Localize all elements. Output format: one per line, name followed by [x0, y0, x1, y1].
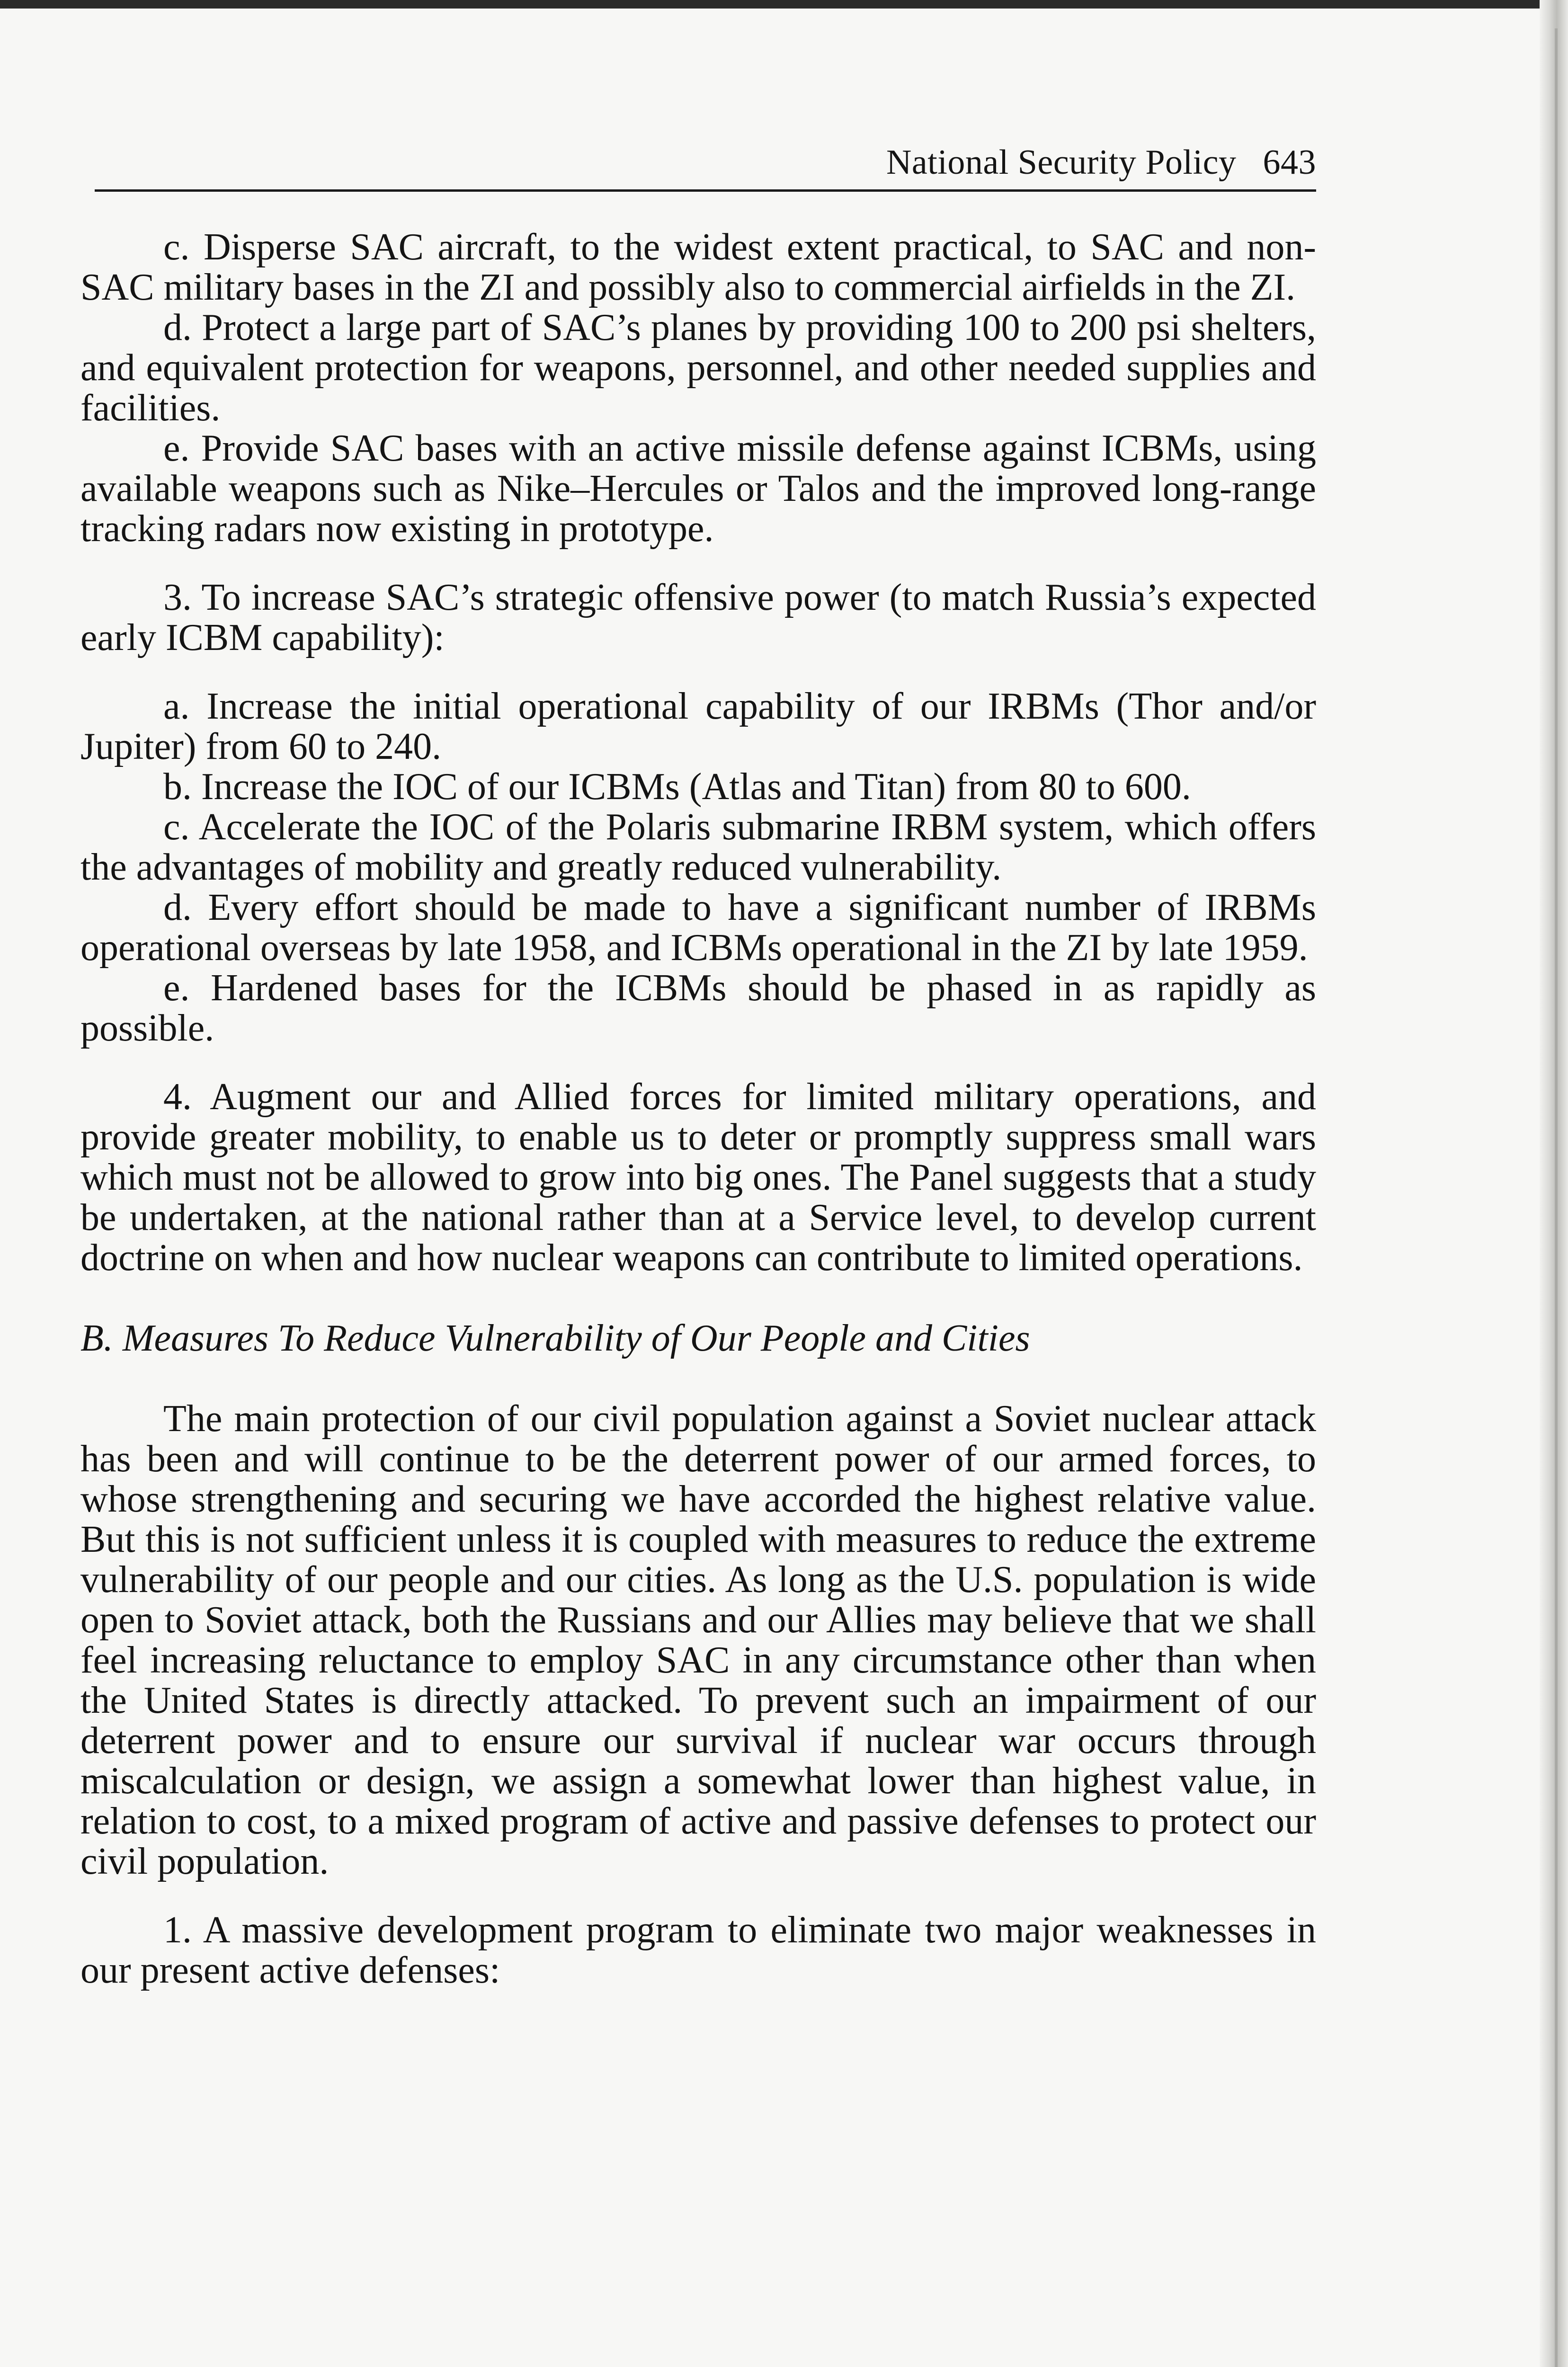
- scan-right-edge: [1540, 0, 1568, 2367]
- paragraph-3: 3. To increase SAC’s strategic offensive power (to match Russia’s expected early ICBM capability):: [80, 577, 1316, 658]
- paragraph-3e: e. Hardened bases for the ICBMs should be phased in as rapidly as possible.: [80, 967, 1316, 1049]
- paragraph-3d: d. Every effort should be made to have a significant number of IRBMs operational overseas by late 1958, and ICBMs operational in the ZI by late 1959.: [80, 887, 1316, 969]
- paragraph-b-intro: The main protection of our civil population against a Soviet nuclear attack has been and will continue to be the deterrent power of our armed forces, to whose strengthening and securing we have accorded the highest relative value. But this is not sufficient unless it is coupled with measures to reduce the extreme vulnerability of our people and our cities. As long as the U.S. population is wide open to Soviet attack, both the Russians and our Allies may believe that we shall feel increasing reluctance to employ SAC in any circumstance other than when the United States is directly attacked. To prevent such an impairment of our deterrent power and to ensure our survival if nuclear war occurs through miscalculation or design, we assign a somewhat lower than highest value, in relation to cost, to a mixed program of active and passive defenses to protect our civil population.: [80, 1398, 1316, 1882]
- paragraph-4: 4. Augment our and Allied forces for limited military operations, and provide greater mobility, to enable us to deter or promptly suppress small wars which must not be allowed to grow into big ones. The Panel suggests that a study be undertaken, at the national rather than at a Service level, to develop current doctrine on when and how nuclear weapons can contribute to limited operations.: [80, 1076, 1316, 1279]
- paragraph-3a: a. Increase the initial operational capability of our IRBMs (Thor and/or Jupiter) from 60 to 240.: [80, 685, 1316, 767]
- paragraph-3c: c. Accelerate the IOC of the Polaris submarine IRBM system, which offers the advantages of mobility and greatly reduced vulnerability.: [80, 806, 1316, 888]
- header-title: National Security Policy: [886, 143, 1237, 182]
- paragraph-2d: d. Protect a large part of SAC’s planes by providing 100 to 200 psi shelters, and equivalent protection for weapons, personnel, and other needed supplies and facilities.: [80, 307, 1316, 429]
- paragraph-b1: 1. A massive development program to eliminate two major weaknesses in our present active defenses:: [80, 1909, 1316, 1991]
- paragraph-2e: e. Provide SAC bases with an active missile defense against ICBMs, using available weapons such as Nike–Hercules or Talos and the improved long-range tracking radars now existing in prototype.: [80, 427, 1316, 550]
- header-title-line: [886, 142, 1316, 183]
- scan-right-edge-line: [1555, 28, 1558, 2367]
- scan-top-edge: [0, 0, 1568, 9]
- paragraph-2c: c. Disperse SAC aircraft, to the widest extent practical, to SAC and non-SAC military bases in the ZI and possibly also to commercial airfields in the ZI.: [80, 226, 1316, 308]
- section-heading-b: B. Measures To Reduce Vulnerability of Our People and Cities: [80, 1317, 1030, 1359]
- page-number: 643: [1263, 143, 1316, 182]
- page-body: [80, 227, 1316, 1991]
- paragraph-3b: b. Increase the IOC of our ICBMs (Atlas and Titan) from 80 to 600.: [163, 766, 1191, 808]
- running-header: [95, 133, 1316, 192]
